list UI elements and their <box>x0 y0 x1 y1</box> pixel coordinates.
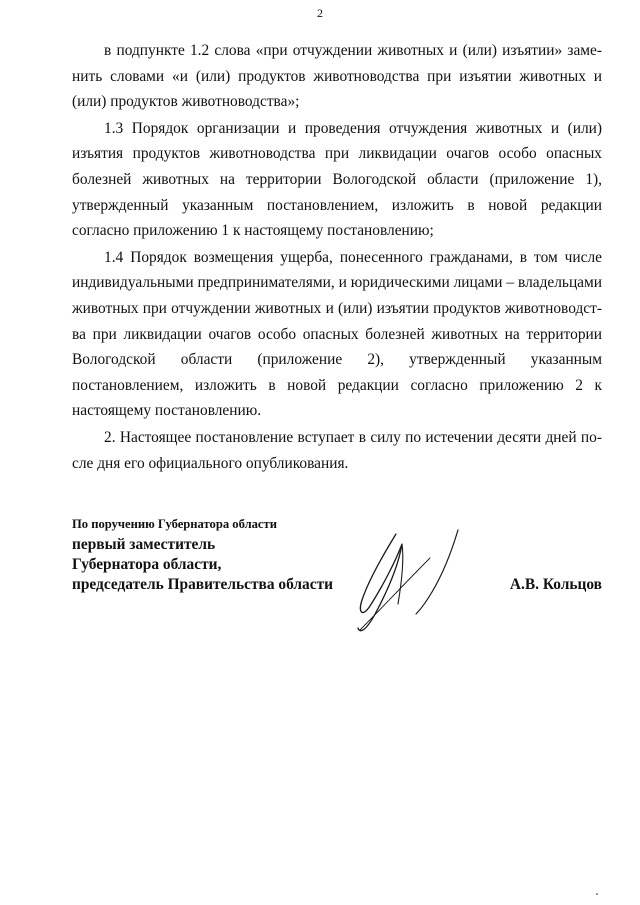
scan-artifact-mark <box>596 893 598 895</box>
paragraph-item-2: 2. Настоящее постановление вступает в силу по истечении десяти дней после дня его официального опубликования. <box>72 428 602 472</box>
signatory-name: А.В. Кольцов <box>509 576 602 593</box>
signatory-title-line-2: Губернатора области, <box>72 556 222 573</box>
handwritten-signature <box>340 520 480 638</box>
paragraph-subitem-1-2: в подпункте 1.2 слова «при отчуждении животных и (или) изъятии» заменить словами «и (или) продуктов животноводства при изъятии животных и (или) продуктов животноводства»; <box>72 42 602 111</box>
signature-block <box>72 515 602 645</box>
paragraph-item-1-4: 1.4 Порядок возмещения ущерба, понесенного гражданами, в том числе индивидуальными предпринимателями, и юридическими лицами – владельцами животных при отчуждении животных и (или) изъятии продуктов животноводства при ликвидации очагов особо опасных болезней животных на территории Вологодской области (приложение 2), утвержденный указанным постановлением, изложить в новой редакции согласно приложению 2 к настоящему постановлению. <box>72 248 602 420</box>
signatory-title-line-1: первый заместитель <box>72 536 216 553</box>
document-body <box>72 38 602 477</box>
paragraph-item-1-3: 1.3 Порядок организации и проведения отчуждения животных и (или) изъятия продуктов животноводства при ликвидации очагов особо опасных болезней животных на территории Вологодской области (приложение 1), утвержденный указанным постановлением, изложить в новой редакции согласно приложению 1 к настоящему постановлению; <box>72 119 602 240</box>
signatory-title-line-3: председатель Правительства области <box>72 576 333 593</box>
page-number: 2 <box>317 6 323 20</box>
signatory-authority-line: По поручению Губернатора области <box>72 517 277 531</box>
